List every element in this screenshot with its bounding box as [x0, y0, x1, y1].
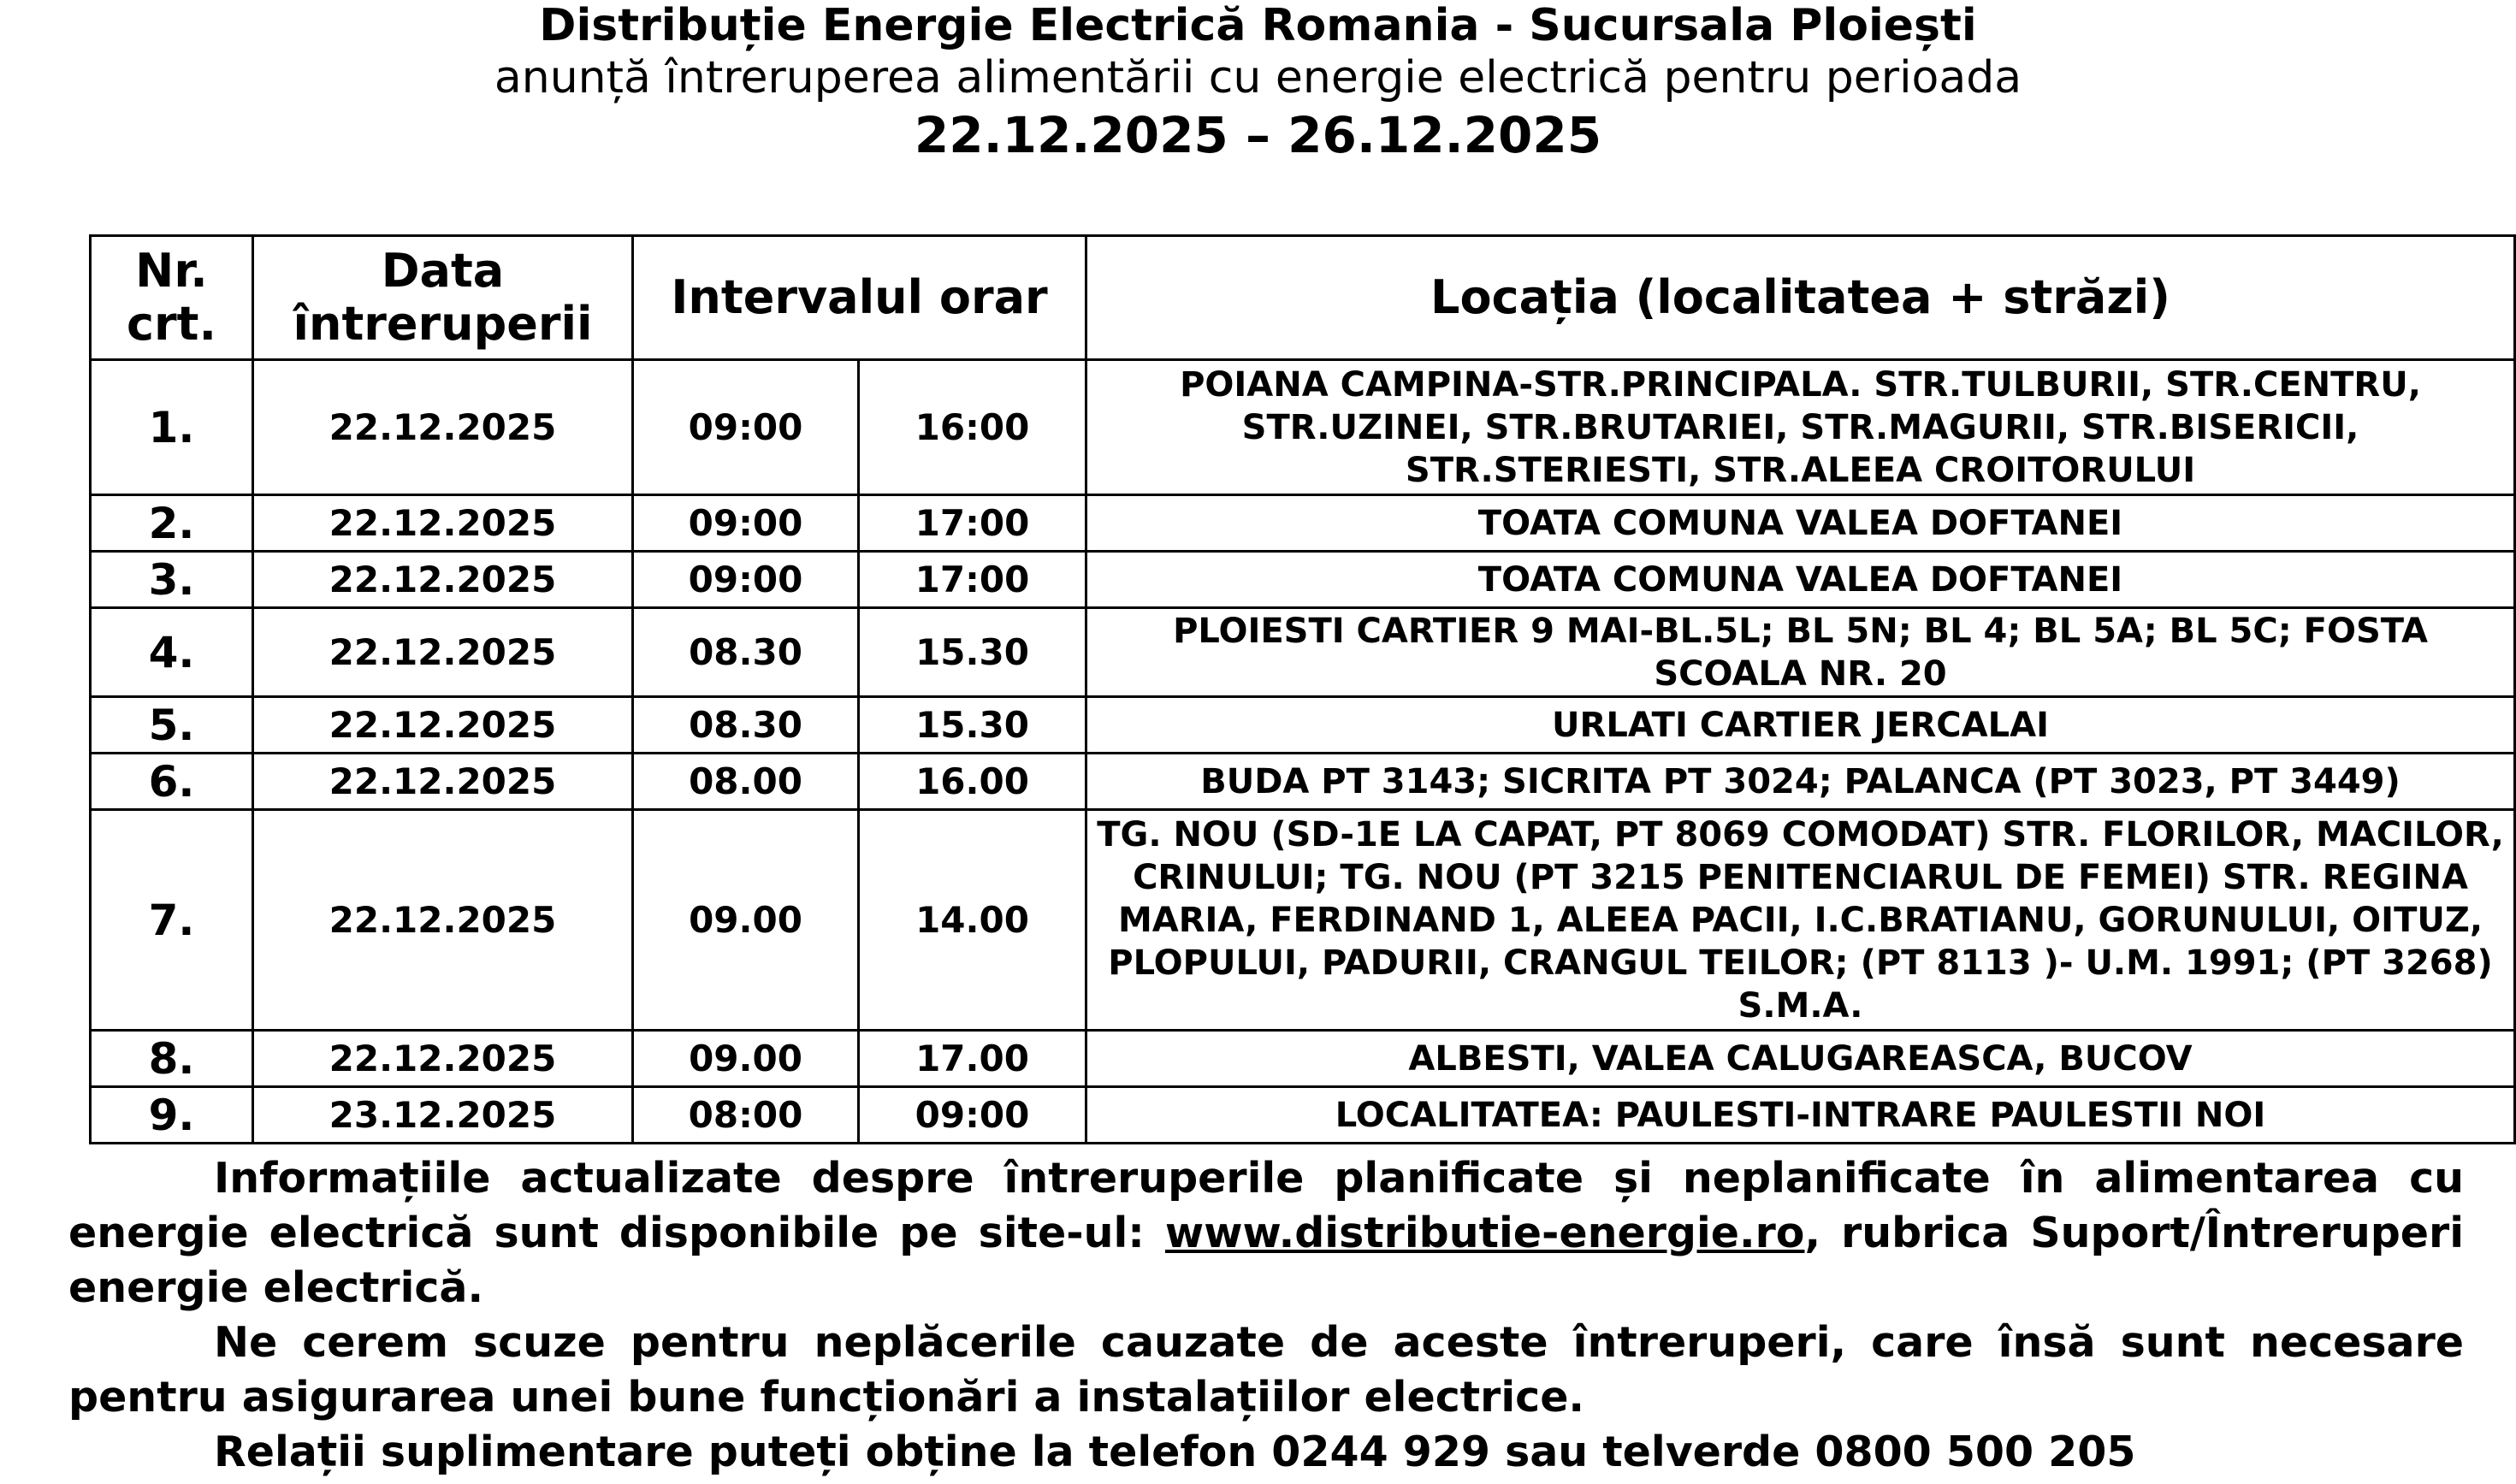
page-subtitle: anunță întreruperea alimentării cu energie electrică pentru perioada — [494, 52, 2022, 103]
info-text-before: Informațiile actualizate despre întreruperile planificate și neplanificate în alimentarea cu energie electrică sunt disponibile pe site-ul: — [68, 1154, 2464, 1257]
notice-header — [0, 0, 2516, 166]
header-nr: Nr. crt. — [91, 236, 253, 360]
row-number: 3. — [91, 552, 253, 608]
row-date: 22.12.2025 — [253, 608, 633, 697]
row-start-time: 09:00 — [633, 495, 859, 552]
row-start-time: 09.00 — [633, 810, 859, 1031]
table-row — [91, 810, 2515, 1031]
row-date: 22.12.2025 — [253, 552, 633, 608]
row-start-time: 09.00 — [633, 1031, 859, 1087]
row-number: 8. — [91, 1031, 253, 1087]
row-number: 7. — [91, 810, 253, 1031]
row-end-time: 15.30 — [859, 608, 1086, 697]
row-end-time: 09:00 — [859, 1087, 1086, 1144]
row-start-time: 08.30 — [633, 697, 859, 754]
row-number: 9. — [91, 1087, 253, 1144]
outage-schedule-table — [89, 234, 2516, 1144]
header-date: Data întreruperii — [253, 236, 633, 360]
notice-footer — [68, 1151, 2464, 1480]
table-row — [91, 552, 2515, 608]
info-paragraph — [68, 1151, 2464, 1315]
row-date: 22.12.2025 — [253, 360, 633, 495]
row-start-time: 08:00 — [633, 1087, 859, 1144]
page-title: Distribuție Energie Electrică Romania - Sucursala Ploiești — [539, 0, 1977, 51]
row-end-time: 16.00 — [859, 754, 1086, 810]
row-end-time: 16:00 — [859, 360, 1086, 495]
row-number: 5. — [91, 697, 253, 754]
row-end-time: 17:00 — [859, 495, 1086, 552]
row-end-time: 15.30 — [859, 697, 1086, 754]
info-text-after: , rubrica Suport/Întreruperi energie electrică. — [68, 1209, 2464, 1312]
table-row — [91, 360, 2515, 495]
row-start-time: 08.00 — [633, 754, 859, 810]
row-location: POIANA CAMPINA-STR.PRINCIPALA. STR.TULBURII, STR.CENTRU, STR.UZINEI, STR.BRUTARIEI, STR.MAGURII, STR.BISERICII, STR.STERIESTI, STR.ALEEA CROITORULUI — [1086, 360, 2515, 495]
row-date: 22.12.2025 — [253, 810, 633, 1031]
row-start-time: 09:00 — [633, 360, 859, 495]
row-location: BUDA PT 3143; SICRITA PT 3024; PALANCA (PT 3023, PT 3449) — [1086, 754, 2515, 810]
contact-paragraph: Relații suplimentare puteți obține la telefon 0244 929 sau telverde 0800 500 205 — [214, 1428, 2136, 1476]
row-end-time: 14.00 — [859, 810, 1086, 1031]
row-location: ALBESTI, VALEA CALUGAREASCA, BUCOV — [1086, 1031, 2515, 1087]
row-start-time: 09:00 — [633, 552, 859, 608]
table-row — [91, 697, 2515, 754]
table-row — [91, 608, 2515, 697]
table-header-row — [91, 236, 2515, 360]
row-location: TG. NOU (SD-1E LA CAPAT, PT 8069 COMODAT) STR. FLORILOR, MACILOR, CRINULUI; TG. NOU (PT 3215 PENITENCIARUL DE FEMEI) STR. REGINA MARIA, FERDINAND 1, ALEEA PACII, I.C.BRATIANU, GORUNULUI, OITUZ, PLOPULUI, PADURII, CRANGUL TEILOR; (PT 8113 )- U.M. 1991; (PT 3268) S.M.A. — [1086, 810, 2515, 1031]
period-dates: 22.12.2025 – 26.12.2025 — [914, 106, 1602, 164]
header-location: Locația (localitatea + străzi) — [1086, 236, 2515, 360]
row-start-time: 08.30 — [633, 608, 859, 697]
row-location: TOATA COMUNA VALEA DOFTANEI — [1086, 552, 2515, 608]
row-location: LOCALITATEA: PAULESTI-INTRARE PAULESTII NOI — [1086, 1087, 2515, 1144]
table-row — [91, 754, 2515, 810]
row-end-time: 17:00 — [859, 552, 1086, 608]
website-link[interactable]: www.distributie-energie.ro — [1164, 1209, 1805, 1257]
row-number: 1. — [91, 360, 253, 495]
row-location: URLATI CARTIER JERCALAI — [1086, 697, 2515, 754]
row-location: PLOIESTI CARTIER 9 MAI-BL.5L; BL 5N; BL 4; BL 5A; BL 5C; FOSTA SCOALA NR. 20 — [1086, 608, 2515, 697]
table-row — [91, 1087, 2515, 1144]
row-date: 22.12.2025 — [253, 754, 633, 810]
row-number: 6. — [91, 754, 253, 810]
row-date: 22.12.2025 — [253, 697, 633, 754]
header-interval: Intervalul orar — [633, 236, 1086, 360]
row-date: 22.12.2025 — [253, 495, 633, 552]
row-number: 4. — [91, 608, 253, 697]
apology-paragraph: Ne cerem scuze pentru neplăcerile cauzate de aceste întreruperi, care însă sunt necesare pentru asigurarea unei bune funcționări a instalațiilor electrice. — [68, 1318, 2464, 1422]
table-row — [91, 495, 2515, 552]
table-row — [91, 1031, 2515, 1087]
row-end-time: 17.00 — [859, 1031, 1086, 1087]
row-date: 22.12.2025 — [253, 1031, 633, 1087]
row-date: 23.12.2025 — [253, 1087, 633, 1144]
row-location: TOATA COMUNA VALEA DOFTANEI — [1086, 495, 2515, 552]
row-number: 2. — [91, 495, 253, 552]
